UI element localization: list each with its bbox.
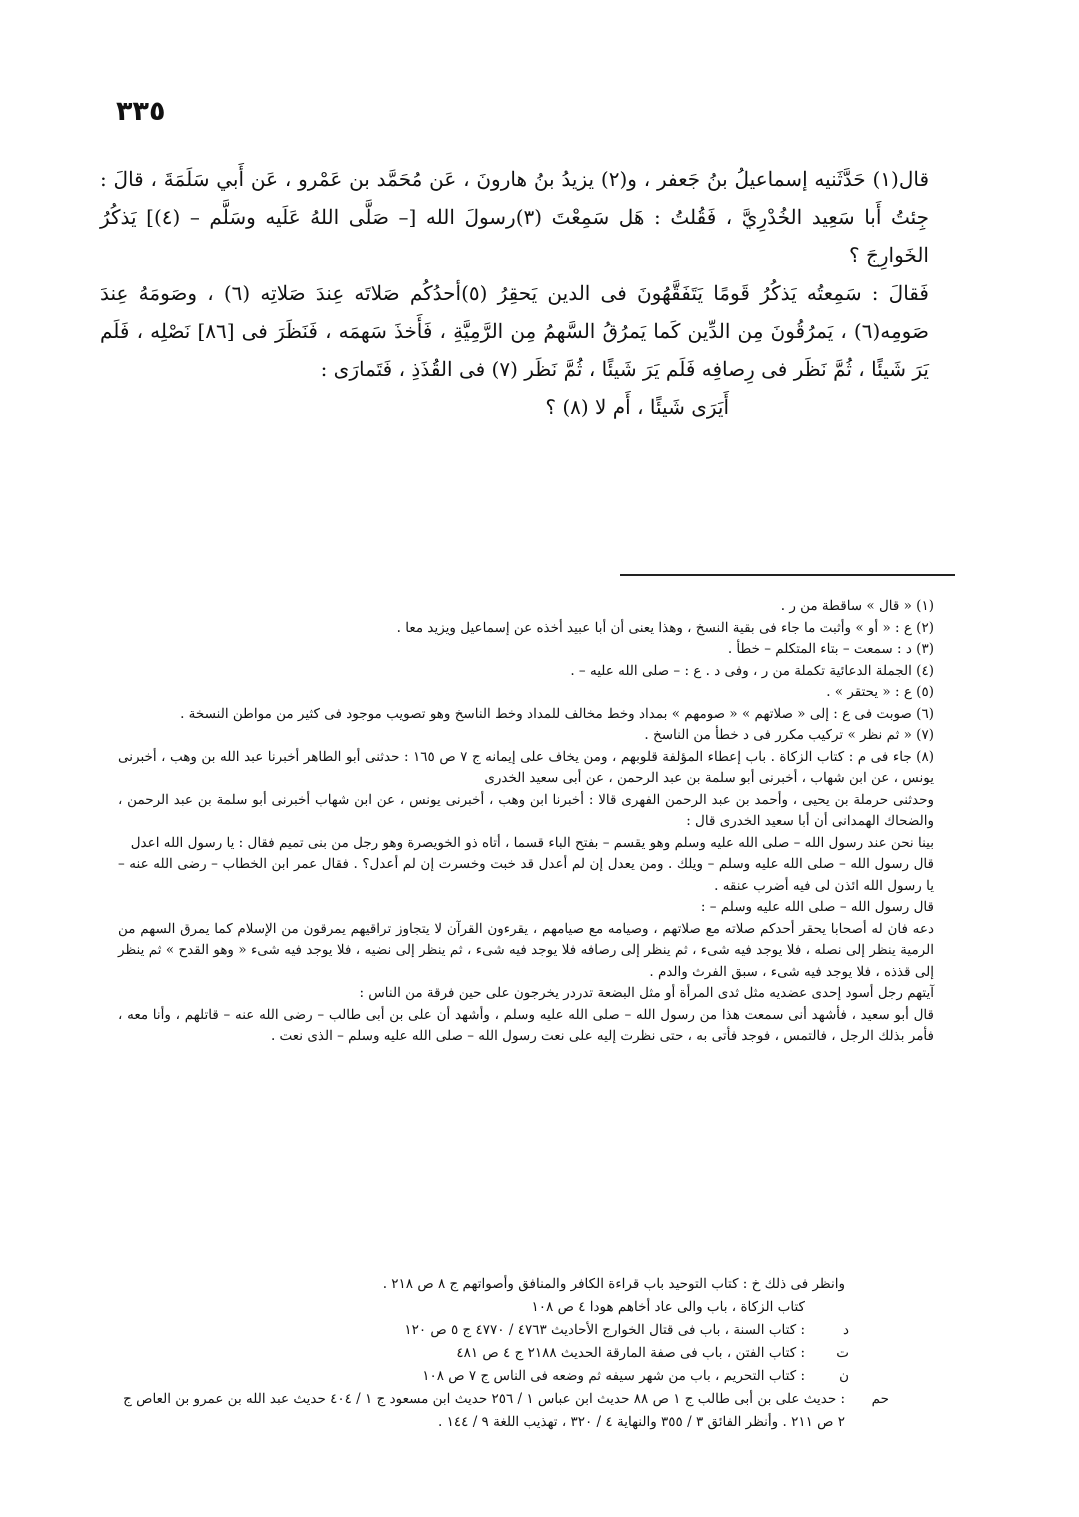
- footnote: (٤) الجملة الدعائية تكملة من ر ، وفى د . ع : – صلى الله عليه – .: [570, 662, 934, 679]
- reference-item: [118, 1365, 889, 1388]
- reference-siglum: ن: [839, 1368, 849, 1384]
- footnote: (٢) ع : « أو » وأثبت ما جاء فى بقية النسخ ، وهذا يعنى أن أبا عبيد أخذه عن إسماعيل ويزيد معا .: [396, 619, 934, 636]
- reference-item: [118, 1388, 889, 1434]
- footnote: (٧) « ثم نظر » تركيب مكرر فى د خطأ من الناسخ .: [644, 727, 934, 743]
- reference-text: : كتاب التحريم ، باب من شهر سيفه ثم وضعه فى الناس ج ٧ ص ١٠٨: [422, 1368, 805, 1384]
- reference-text: كتاب الزكاة ، باب والى عاد أخاهم هودا ٤ ص ١٠٨: [531, 1299, 805, 1315]
- reference-text: وانظر فى ذلك خ : كتاب التوحيد باب قراءة الكافر والمنافق وأصواتهم ج ٨ ص ٢١٨ .: [382, 1276, 845, 1292]
- footnote: (٥) ع : « يحتقر » .: [826, 684, 934, 700]
- reference-item: [118, 1342, 889, 1365]
- reference-siglum: [819, 1296, 849, 1319]
- reference-text: : كتاب السنة ، باب فى قتال الخوارج الأحاديث ٤٧٦٣ / ٤٧٧٠ ج ٥ ص ١٢٠: [404, 1322, 805, 1338]
- footnote: (١) « قال » ساقطة من ر .: [780, 598, 934, 614]
- reference-item: [118, 1319, 889, 1342]
- footnote: (٣) د : سمعت – بتاء المتكلم – خطأ .: [727, 641, 934, 657]
- footnote: دعه فان له أصحابا يحقر أحدكم صلاته مع صلاتهم ، وصيامه مع صيامهم ، يقرءون القرآن لا يتجاوز تراقيهم يمرقون من الإسلام كما يمرق السهم من الرمية ينظر إلى نصله ، فلا يوجد فيه شىء ، ثم ينظر إلى رصافه فلا يوجد فيه شىء ، ثم ينظر إلى نضيه ، فلا يوجد فيه شىء « وهو القدح » ثم ينظر إلى قذذه ، فلا يوجد فيه شىء ، سبق الفرث والدم .: [118, 920, 934, 980]
- main-paragraph-1: قال(١) حَدَّثَنيه إسماعيلُ بنُ جَعفر ، و(٢) يزيدُ بنُ هارونَ ، عَن مُحَمَّد بن عَمْرو ، عَن أَبي سَلَمَةَ ، قالَ : جِئتُ أَبا سَعِيد الخُدْرِيَّ ، فَقُلتُ : هَل سَمِعْتَ (٣)رسولَ الله [– صَلَّى اللهُ عَلَيه وسَلَّم – (٤)] يَذكُرُ الخَوارِجَ ؟: [100, 167, 930, 267]
- reference-item: [118, 1273, 889, 1296]
- main-paragraph-2: فَقالَ : سَمِعتُه يَذكُرُ قَومًا يَتَفَقَّهُونَ فى الدين يَحقِرُ (٥)أحدُكُم صَلاتَه عِندَ صَلاتِه (٦) ، وصَومَهُ عِندَ صَومِه(٦) ، يَمرُقُونَ مِن الدِّين كَما يَمرُقُ السَّهمُ مِن الرَّمِيَّةِ ، فَأَخذَ سَهمَه ، فَنَظَرَ فى [٨٦] نَصْلِه ، فَلَم يَرَ شَيئًا ، ثُمَّ نَظَر فى رِصافِه فَلَم يَرَ شَيئًا ، ثُمَّ نَظَر (٧) فى القُذَذِ ، فَتَمارَى :: [100, 281, 929, 381]
- footnote: قال رسول الله – صلى الله عليه وسلم – ويلك . ومن يعدل إن لم أعدل قد خبت وخسرت إن لم أعدل؟ . فقال عمر ابن الخطاب – رضى الله عنه – يا رسول الله ائذن لى فيه أضرب عنقه .: [118, 856, 934, 894]
- footnote: آيتهم رجل أسود إحدى عضديه مثل ثدى المرأة أو مثل البضعة تدردر يخرجون على حين فرقة من الناس :: [359, 985, 934, 1001]
- reference-text: : كتاب الفتن ، باب فى صفة المارقة الحديث ٢١٨٨ ج ٤ ص ٤٨١: [456, 1345, 805, 1361]
- footnote: (٨) جاء فى م : كتاب الزكاة . باب إعطاء المؤلفة قلوبهم ، ومن يخاف على إيمانه ج ٧ ص ١٦٥ : حدثنى أبو الطاهر أخبرنا عبد الله بن وهب ، أخبرنى يونس ، عن ابن شهاب ، أخبرنى أبو سلمة بن عبد الرحمن ، عن أبى سعيد الخدرى: [118, 748, 934, 786]
- footnote: (٦) صوبت فى ع : إلى « صلاتهم » « صومهم » بمداد وخط مخالف للمداد وخط الناسخ وهو تصويب موجود فى كثير من مواطن النسخة .: [180, 705, 934, 722]
- main-paragraph-3: أَيَرَى شَيئًا ، أَم لا (٨) ؟: [545, 395, 729, 419]
- references: [118, 1273, 889, 1434]
- footnotes: [118, 596, 934, 1048]
- reference-text: : حديث على بن أبى طالب ج ١ ص ٨٨ حديث ابن عباس ١ / ٢٥٦ حديث ابن مسعود ج ١ / ٤٠٤ حديث عبد الله بن عمرو بن العاص ج ٢ ص ٢١١ . وأنظر الفائق ٣ / ٣٥٥ والنهاية ٤ / ٣٢٠ ، تهذيب اللغة ٩ / ١٤٤ .: [123, 1391, 845, 1430]
- reference-siglum: حم: [871, 1391, 889, 1407]
- reference-siglum: [859, 1273, 889, 1296]
- footnote: وحدثنى حرملة بن يحيى ، وأحمد بن عبد الرحمن الفهرى قالا : أخبرنا ابن وهب ، أخبرنى يونس ، عن ابن شهاب أخبرنى أبو سلمة بن عبد الرحمن ، والضحاك الهمدانى أن أبا سعيد الخدرى قال :: [118, 791, 934, 829]
- footnote-separator: [620, 574, 955, 576]
- main-text: [100, 160, 929, 426]
- page-number: ٣٣٥: [116, 96, 166, 127]
- reference-siglum: د: [842, 1322, 849, 1338]
- footnote: قال أبو سعيد ، فأشهد أنى سمعت هذا من رسول الله – صلى الله عليه وسلم ، وأشهد أن على بن أبى طالب – رضى الله عنه – قاتلهم ، وأنا معه ، فأمر بذلك الرجل ، فالتمس ، فوجد فأتى به ، حتى نظرت إليه على نعت رسول الله – صلى الله عليه وسلم – الذى نعت .: [118, 1006, 934, 1044]
- footnote: بينا نحن عند رسول الله – صلى الله عليه وسلم وهو يقسم – بفتح الباء قسما ، أتاه ذو الخويصرة وهو رجل من بنى تميم فقال : يا رسول الله اعدل: [130, 834, 934, 851]
- reference-item: [118, 1296, 889, 1319]
- footnote: قال رسول الله – صلى الله عليه وسلم – :: [700, 899, 934, 915]
- reference-siglum: ت: [836, 1345, 849, 1361]
